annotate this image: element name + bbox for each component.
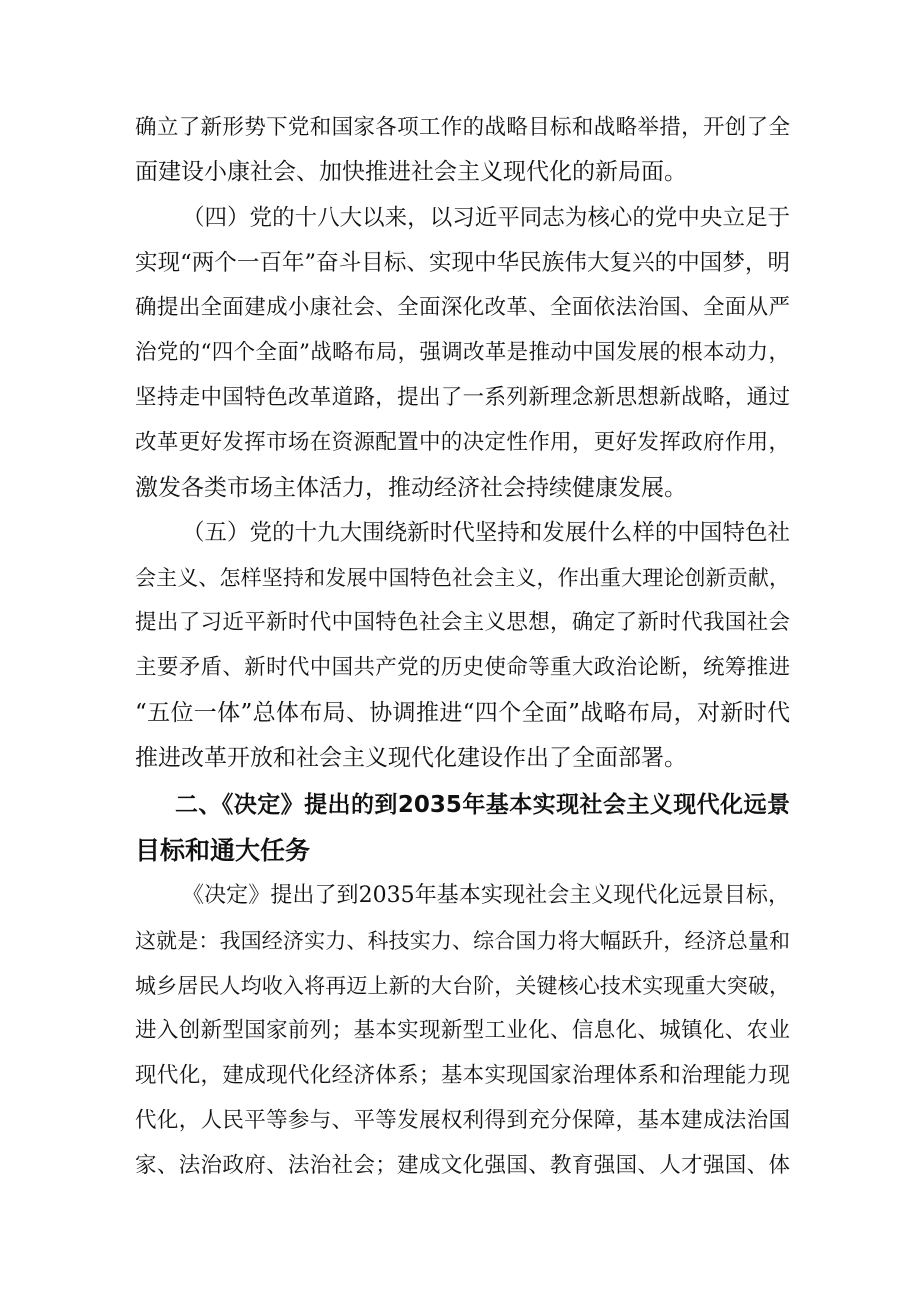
paragraph-line: 推进改革开放和社会主义现代化建设作出了全面部署。 [135, 745, 687, 771]
paragraph-line: 激发各类市场主体活力，推动经济社会持续健康发展。 [135, 475, 687, 501]
paragraph-line: （四）党的十八大以来，以习近平同志为核心的党中央立足于 [182, 205, 790, 231]
paragraph-line: 《决定》提出了到2035年基本实现社会主义现代化远景目标， [182, 883, 790, 908]
paragraph-line: 这就是：我国经济实力、科技实力、综合国力将大幅跃升，经济总量和 [135, 929, 790, 953]
paragraph-line: 面建设小康社会、加快推进社会主义现代化的新局面。 [135, 159, 687, 185]
paragraph-line: 现代化，建成现代化经济体系；基本实现国家治理体系和治理能力现 [135, 1063, 790, 1088]
paragraph-line: 家、法治政府、法治社会；建成文化强国、教育强国、人才强国、体 [135, 1153, 790, 1178]
paragraph-line: 实现“两个一百年”奋斗目标、实现中华民族伟大复兴的中国梦，明 [135, 250, 790, 276]
paragraph-line: 治党的“四个全面”战略布局，强调改革是推动中国发展的根本动力， [135, 340, 790, 365]
paragraph-line: 坚持走中国特色改革道路，提出了一系列新理念新思想新战略，通过 [135, 385, 790, 410]
paragraph-line: 会主义、怎样坚持和发展中国特色社会主义，作出重大理论创新贡献， [135, 566, 790, 590]
paragraph-line: “五位一体”总体布局、协调推进“四个全面”战略布局，对新时代 [135, 700, 790, 726]
paragraph-line: 主要矛盾、新时代中国共产党的历史使命等重大政治论断，统筹推进 [135, 655, 790, 680]
paragraph-line: 确立了新形势下党和国家各项工作的战略目标和战略举措，开创了全 [135, 115, 790, 140]
paragraph-line: 进入创新型国家前列；基本实现新型工业化、信息化、城镇化、农业 [135, 1018, 790, 1043]
section-heading: 二、《决定》提出的到2035年基本实现社会主义现代化远景 [175, 792, 790, 818]
section-heading: 目标和通大任务 [135, 836, 311, 865]
paragraph-line: 代化，人民平等参与、平等发展权利得到充分保障，基本建成法治国 [135, 1108, 790, 1133]
paragraph-line: 确提出全面建成小康社会、全面深化改革、全面依法治国、全面从严 [135, 295, 790, 320]
paragraph-line: （五）党的十九大围绕新时代坚持和发展什么样的中国特色社 [182, 520, 790, 546]
paragraph-line: 城乡居民人均收入将再迈上新的大台阶，关键核心技术实现重大突破， [135, 974, 790, 998]
paragraph-line: 改革更好发挥市场在资源配置中的决定性作用，更好发挥政府作用， [135, 430, 790, 455]
paragraph-line: 提出了习近平新时代中国特色社会主义思想，确定了新时代我国社会 [135, 610, 790, 635]
